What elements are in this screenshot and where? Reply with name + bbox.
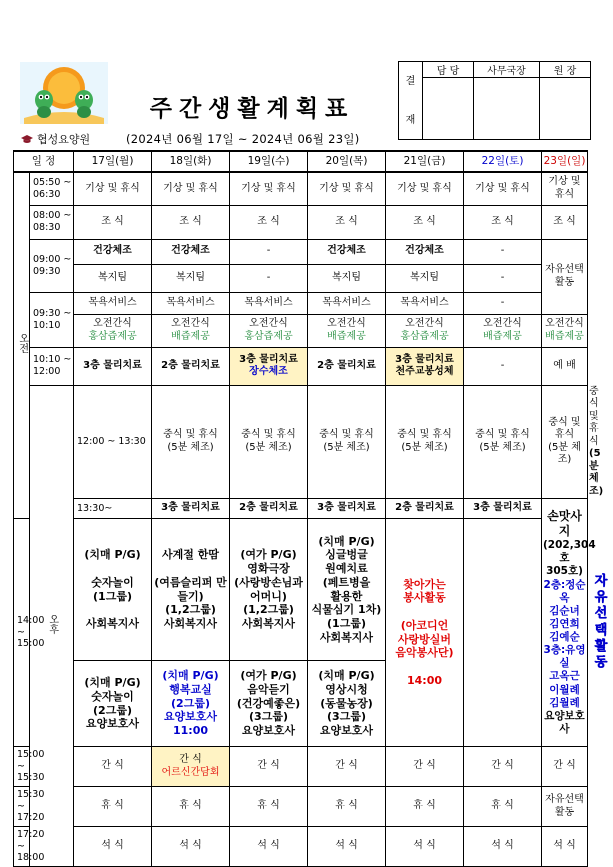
cell-sat-rest2: 휴 식 — [464, 787, 542, 827]
pg-type: (여가 P/G) — [240, 669, 297, 683]
pg-staff: 사회복지사 — [241, 617, 296, 630]
cell-wed-pg2 — [230, 661, 308, 747]
row-1200 — [14, 385, 588, 499]
pg-group: (2그룹) — [93, 703, 132, 717]
lunch-note: (5분 체조) — [167, 441, 214, 453]
approval-sign-staff[interactable] — [423, 78, 474, 140]
pg-title: 싱글벙글 — [325, 548, 368, 562]
cell-fri-exercise: 건강체조 — [386, 239, 464, 264]
approval-sign-director[interactable] — [474, 78, 540, 140]
cell-tue-exercise: 건강체조 — [152, 239, 230, 264]
lunch-note: (5분 체조) — [323, 441, 370, 453]
row-1400b — [14, 661, 588, 747]
cell-wed-rest2: 휴 식 — [230, 787, 308, 827]
volunteer-detail: (아코디언 — [400, 618, 449, 632]
row-1010 — [14, 347, 588, 385]
pt-label: 3층 물리치료 — [239, 353, 298, 365]
row-1400a — [14, 519, 588, 661]
cell-mon-pt: 3층 물리치료 — [74, 347, 152, 385]
period-pm-label: 오후 — [46, 613, 58, 634]
massage-role: 요양보호사 — [544, 709, 585, 735]
cell-wed-breakfast: 조 식 — [230, 205, 308, 239]
header-day-tue: 18일(화) — [152, 151, 230, 172]
header-day-thu: 20일(목) — [308, 151, 386, 172]
pg-title: 숫자놀이 — [91, 575, 134, 589]
cell-fri-pt — [386, 347, 464, 385]
cell-mon-bath: 목욕서비스 — [74, 292, 152, 314]
cell-mon-pmsnack: 간 식 — [74, 747, 152, 787]
cell-wed-dinner: 석 식 — [230, 827, 308, 867]
time-cell: 13:30~ — [74, 499, 152, 519]
row-0550 — [14, 172, 588, 205]
cell-sat-pmsnack: 간 식 — [464, 747, 542, 787]
cell-thu-pt2: 2층 물리치료 — [386, 499, 464, 519]
pg-subtitle: (건강예좋은) — [236, 696, 301, 710]
pg-staff: 사회복지사 — [163, 617, 218, 630]
cell-wed-dash: - — [230, 239, 308, 264]
approval-label-top: 결 — [405, 75, 416, 87]
snack-label: 간 식 — [179, 754, 202, 765]
cell-mon-exercise: 건강체조 — [74, 239, 152, 264]
cell-wed-dash: - — [230, 264, 308, 292]
row-0930b — [14, 314, 588, 347]
cell-mon-pg2 — [74, 661, 152, 747]
snack-note: 홍삼즙제공 — [88, 330, 137, 342]
snack-label: 오전간식 — [93, 318, 132, 329]
cell-tue-bath: 목욕서비스 — [152, 292, 230, 314]
pg-subtitle: 식물심기 1차) — [311, 603, 382, 617]
pg-subtitle: (페트병을 — [322, 575, 371, 589]
volunteer-detail: 음악봉사단) — [395, 646, 454, 660]
pg-staff: 사회복지사 — [85, 617, 140, 630]
schedule-period: (2024년 06월 17일 ~ 2024년 06월 23일) — [126, 132, 360, 146]
pg-type: (치매 P/G) — [84, 548, 141, 562]
cell-mon-dinner: 석 식 — [74, 827, 152, 867]
massage-staff: 김순녀 — [549, 604, 580, 617]
pg-type: (치매 P/G) — [318, 534, 375, 548]
cell-wed-pt2: 3층 물리치료 — [308, 499, 386, 519]
cell-wed-rest: 기상 및 휴식 — [230, 172, 308, 205]
cell-mon-rest2: 휴 식 — [74, 787, 152, 827]
cell-wed-lunch — [308, 385, 386, 499]
header-day-sat: 22일(토) — [464, 151, 542, 172]
period-am — [14, 172, 30, 519]
massage-staff: 김월례 — [549, 696, 580, 709]
lunch-label: 중식 및 휴식 — [163, 429, 218, 441]
pg-group: (1,2그룹) — [243, 603, 294, 617]
cell-sat-snack — [464, 314, 542, 347]
cell-thu-pg1 — [308, 519, 386, 661]
cell-thu-snack — [308, 314, 386, 347]
cell-thu-rest: 기상 및 휴식 — [308, 172, 386, 205]
snack-label: 오전간식 — [249, 318, 288, 329]
time-cell: 10:10 ~ 12:00 — [30, 347, 74, 385]
weekly-schedule-table — [13, 150, 608, 867]
pg-group: (3그룹) — [249, 710, 288, 724]
header-schedule: 일 정 — [14, 151, 74, 172]
approval-sign-head[interactable] — [540, 78, 591, 140]
cell-sat-dash: - — [464, 239, 542, 264]
organization-name-text: 협성요양원 — [37, 133, 91, 146]
cell-wed-snack — [230, 314, 308, 347]
graduation-cap-icon — [20, 134, 34, 144]
approval-label-bottom: 재 — [405, 114, 416, 126]
approval-label — [399, 62, 423, 140]
pg-group: (3그룹) — [327, 710, 366, 724]
meeting-note: 어르신간담회 — [161, 766, 220, 778]
cell-thu-rest2: 휴 식 — [308, 787, 386, 827]
time-cell: 08:00 ~ 08:30 — [30, 205, 74, 239]
cell-fri-rest: 기상 및 휴식 — [386, 172, 464, 205]
snack-label: 오전간식 — [483, 318, 522, 329]
header-day-sun: 23일(일) — [542, 151, 588, 172]
cell-tue-pt2: 2층 물리치료 — [230, 499, 308, 519]
cell-sun-rest: 기상 및 휴식 — [542, 172, 588, 205]
pg-staff: 요양보호사 — [85, 717, 140, 731]
cell-tue-snack — [152, 314, 230, 347]
row-1500 — [14, 747, 588, 787]
pg-staff: 요양보호사 — [241, 724, 296, 738]
row-0900b — [14, 264, 588, 292]
cell-thu-exercise: 건강체조 — [308, 239, 386, 264]
cell-sat-breakfast: 조 식 — [464, 205, 542, 239]
snack-label: 오전간식 — [405, 318, 444, 329]
cell-fri-bath: 목욕서비스 — [386, 292, 464, 314]
cell-tue-pg1 — [152, 519, 230, 661]
lunch-note: (5분 체조) — [548, 441, 581, 466]
snack-note: 홍삼즙제공 — [400, 330, 449, 342]
time-cell: 15:30 ~ 17:20 — [14, 787, 30, 827]
cell-mon-rest: 기상 및 휴식 — [74, 172, 152, 205]
pg-title: 영화극장 — [247, 562, 290, 575]
pg-subtitle: (사랑방손님과 어머니) — [234, 575, 303, 603]
pg-subtitle: 활용한 — [330, 589, 363, 603]
cell-mon-welfare: 복지팀 — [74, 264, 152, 292]
cell-sun-free2: 자유선택활동 — [542, 787, 588, 827]
cell-mon-lunch — [152, 385, 230, 499]
time-cell: 09:00 ~ 09:30 — [30, 239, 74, 292]
pg-title: 행복교실 — [169, 682, 212, 696]
snack-note: 배즙제공 — [327, 330, 366, 342]
time-cell: 05:50 ~ 06:30 — [30, 172, 74, 205]
cell-thu-pmsnack: 간 식 — [308, 747, 386, 787]
pg-type: (치매 P/G) — [84, 676, 141, 689]
volunteer-title: 봉사활동 — [403, 591, 446, 605]
cell-tue-pt: 2층 물리치료 — [152, 347, 230, 385]
pg-type: (치매 P/G) — [318, 669, 375, 683]
cell-tue-rest: 기상 및 휴식 — [152, 172, 230, 205]
cell-mon-pg1 — [74, 519, 152, 661]
cell-sat-dash: - — [464, 347, 542, 385]
time-cell: 15:00 ~ 15:30 — [14, 747, 30, 787]
cell-sun-dinner: 석 식 — [542, 827, 588, 867]
pg-subtitle: (동물농장) — [320, 696, 373, 710]
cell-sat-rest: 기상 및 휴식 — [464, 172, 542, 205]
massage-room: 305호) — [546, 565, 583, 578]
lunch-label: 중식 및 휴식 — [397, 429, 452, 441]
lunch-label: 중식 및 휴식 — [319, 429, 374, 441]
cell-sat-dash: - — [464, 292, 542, 314]
massage-staff: 3층:유영실 — [543, 644, 586, 670]
cell-wed-pmsnack: 간 식 — [230, 747, 308, 787]
cell-sun-snack — [542, 314, 588, 347]
pg-title: 숫자놀이 — [91, 689, 134, 703]
cell-sun-worship: 예 배 — [542, 347, 588, 385]
cell-tue-pmsnack — [152, 747, 230, 787]
lunch-label: 중식 및 휴식 — [589, 385, 599, 447]
snack-note: 홍삼즙제공 — [244, 330, 293, 342]
pg-title: 영상시청 — [325, 682, 368, 696]
cell-tue-welfare: 복지팀 — [152, 264, 230, 292]
time-cell: 14:00 ~ 15:00 — [14, 519, 30, 747]
pg-group: (1,2그룹) — [165, 603, 216, 617]
pg-group: (1그룹) — [327, 617, 366, 630]
lunch-note: (5분 체조) — [401, 441, 448, 453]
free-activity-label: 자유선택활동 — [594, 573, 608, 670]
time-cell: 09:30 ~ 10:10 — [30, 292, 74, 347]
header-day-fri: 21일(금) — [386, 151, 464, 172]
cell-fri-volunteer — [386, 519, 464, 747]
approval-box — [398, 61, 591, 140]
cell-thu-breakfast: 조 식 — [308, 205, 386, 239]
lunch-label: 중식 및 휴식 — [241, 429, 296, 441]
cell-fri-snack — [386, 314, 464, 347]
snack-note: 배즙제공 — [545, 330, 584, 342]
snack-label: 오전간식 — [327, 318, 366, 329]
pg-time: 11:00 — [172, 724, 208, 738]
pg-staff: 요양보호사 — [319, 724, 374, 738]
pg-staff: 사회복지사 — [319, 630, 374, 644]
approval-header-staff: 담 당 — [423, 62, 474, 78]
cell-thu-welfare: 복지팀 — [308, 264, 386, 292]
period-am-label: 오전 — [16, 333, 28, 354]
cell-wed-pg1 — [230, 519, 308, 661]
pg-type: (치매 P/G) — [162, 669, 219, 683]
organization-name — [20, 131, 90, 147]
cell-tue-lunch — [230, 385, 308, 499]
cell-tue-dinner: 석 식 — [152, 827, 230, 867]
massage-staff: 고옥근 — [549, 670, 580, 683]
cell-sat-lunch — [542, 385, 588, 499]
pg-title: 사계절 한땀 — [162, 548, 219, 562]
cell-thu-lunch — [386, 385, 464, 499]
pg-type: (여가 P/G) — [240, 548, 297, 562]
massage-staff: 이월례 — [549, 683, 580, 696]
pg-staff: 요양보호사 — [163, 710, 218, 724]
cell-sat-dinner: 석 식 — [464, 827, 542, 867]
cell-thu-bath: 목욕서비스 — [308, 292, 386, 314]
time-cell: 12:00 ~ 13:30 — [74, 385, 152, 499]
massage-staff: 2층:정순옥 — [543, 578, 586, 604]
volunteer-time: 14:00 — [406, 673, 442, 687]
cell-sat-massage — [542, 499, 596, 747]
pt-label: 3층 물리치료 — [395, 353, 454, 365]
cell-mon-breakfast: 조 식 — [74, 205, 152, 239]
volunteer-title: 찾아가는 — [403, 577, 446, 591]
cell-fri-dinner: 석 식 — [386, 827, 464, 867]
snack-note: 배즙제공 — [171, 330, 210, 342]
massage-title: 손맛사지 — [547, 508, 582, 539]
cell-mon-pt2: 3층 물리치료 — [152, 499, 230, 519]
cell-fri-pmsnack: 간 식 — [386, 747, 464, 787]
header-day-wed: 19일(수) — [230, 151, 308, 172]
cell-sun-breakfast: 조 식 — [542, 205, 588, 239]
cell-tue-pg2 — [152, 661, 230, 747]
lunch-note: (5분 체조) — [245, 441, 292, 453]
document-header — [0, 0, 600, 150]
time-cell: 17:20 ~ 18:00 — [14, 827, 30, 867]
pg-subtitle: (여름슬리퍼 만들기) — [154, 575, 227, 603]
pg-title: 음악듣기 — [247, 682, 290, 696]
row-1720 — [14, 827, 588, 867]
row-1330 — [14, 499, 588, 519]
cell-fri-lunch — [464, 385, 542, 499]
pg-group: (1그룹) — [93, 589, 132, 603]
approval-header-director: 사무국장 — [474, 62, 540, 78]
header-day-mon: 17일(월) — [74, 151, 152, 172]
massage-staff: 김예순 — [549, 631, 580, 644]
snack-label: 오전간식 — [545, 318, 584, 329]
cell-fri-breakfast: 조 식 — [386, 205, 464, 239]
volunteer-detail: 사랑방실버 — [397, 632, 452, 646]
lunch-note: (5분 체조) — [589, 448, 604, 497]
pg-group: (2그룹) — [171, 696, 210, 710]
cell-thu-dinner: 석 식 — [308, 827, 386, 867]
row-0800 — [14, 205, 588, 239]
approval-header-head: 원 장 — [540, 62, 591, 78]
massage-room: (202,304호 — [543, 539, 596, 565]
header-row — [14, 151, 588, 172]
row-1530 — [14, 787, 588, 827]
pt-sub: 장수체조 — [249, 366, 288, 377]
page-title: 주간생활계획표 — [149, 96, 355, 122]
cell-thu-pt: 2층 물리치료 — [308, 347, 386, 385]
cell-sat-dash: - — [464, 264, 542, 292]
cell-fri-welfare: 복지팀 — [386, 264, 464, 292]
snack-note: 배즙제공 — [483, 330, 522, 342]
cell-thu-pg2 — [308, 661, 386, 747]
cell-fri-rest2: 휴 식 — [386, 787, 464, 827]
cell-tue-breakfast: 조 식 — [152, 205, 230, 239]
row-0930a — [14, 292, 588, 314]
snack-label: 오전간식 — [171, 318, 210, 329]
sun-dragon-logo-icon — [20, 62, 108, 124]
cell-sun-free: 자유선택활동 — [542, 239, 588, 314]
lunch-label: 중식 및 휴식 — [548, 416, 581, 441]
pt-sub: 천주교봉성체 — [395, 366, 454, 377]
cell-wed-bath: 목욕서비스 — [230, 292, 308, 314]
cell-wed-pt — [230, 347, 308, 385]
lunch-note: (5분 체조) — [479, 441, 526, 453]
lunch-label: 중식 및 휴식 — [475, 429, 530, 441]
row-0900a — [14, 239, 588, 264]
cell-mon-snack — [74, 314, 152, 347]
pg-title: 원예치료 — [325, 562, 368, 575]
massage-staff: 김연희 — [549, 617, 580, 630]
cell-sun-pmsnack: 간 식 — [542, 747, 588, 787]
cell-tue-rest2: 휴 식 — [152, 787, 230, 827]
cell-fri-pt2: 3층 물리치료 — [464, 499, 542, 519]
